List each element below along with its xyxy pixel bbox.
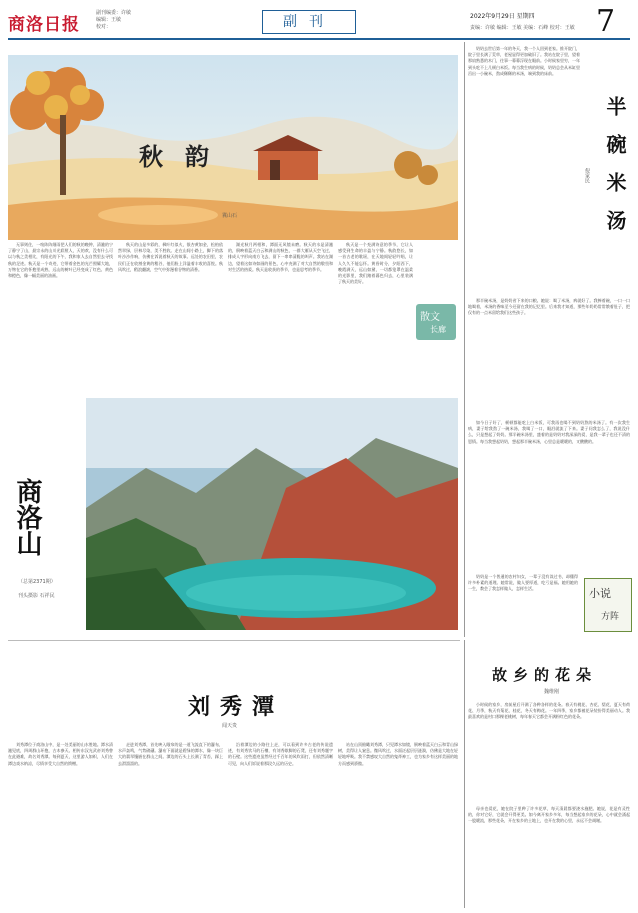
banwan-paragraph: 如今日子好了，顿顿都能吃上白米饭，可我再也喝不到奶奶熬的米汤了。有一次我生病，妻子给我熬了一碗米汤，我喝了一口，眼泪就流了下来。妻子问我怎么了，我说没什么，只是想起了奶奶。那半碗米汤里，盛着的是奶奶对我深深的爱，是我一辈子也还不清的恩情。每当我想起奶奶，想起那半碗米汤，心里总是暖暖的，又酸酸的。 <box>468 420 630 444</box>
header-rule <box>8 38 630 40</box>
section-title: 副刊 <box>262 10 356 34</box>
qiuyun-column-2 <box>118 242 223 392</box>
banwan-column-3 <box>468 420 630 570</box>
liuxiutan-column-4 <box>338 742 458 907</box>
qiuyun-paragraph: 秋天的山是多彩的，枫叶红似火，银杏黄如金，松柏依然翠绿，层林尽染，美不胜收。走在山间小路上，脚下的落叶沙沙作响，仿佛在诉说着秋天的故事。远处的农田里，农民们正在收割金黄的稻谷，他们脸上洋溢着丰收的喜悦。秋风吹过，稻浪翻滚，空气中弥漫着谷物的清香。 <box>118 242 223 272</box>
shangluoshan-credit: 刊头摄影 石祥民 <box>18 593 55 599</box>
masthead-info-line: 副刊编委：许敏 <box>96 10 132 16</box>
banwan-paragraph: 奶奶是一个普通的农村妇女，一辈子没有读过书，却懂得许多朴素的道理。她常说，做人要厚道，吃亏是福。她用她的一生，教会了我怎样做人，怎样生活。 <box>468 574 578 592</box>
shangluoshan-series: （总第2371期） <box>18 579 56 585</box>
shangluo-mountain-photo <box>86 398 458 630</box>
newspaper-logo: 商洛日报 <box>8 15 80 35</box>
liuxiutan-author: 闻天贵 <box>222 723 238 729</box>
masthead-info <box>96 10 176 31</box>
masthead-info-line: 编辑：王敏 <box>96 17 122 23</box>
qiuyun-author: 冀山石 <box>222 213 238 219</box>
banwan-column-4 <box>468 574 578 634</box>
liuxiutan-paragraph: 沿着潭边的小路往上走，可以看到许多古老的传说遗迹，有刘秀饮马的石槽，有刘秀歇脚的石凳，还有刘秀题字的石壁。这些遗迹虽然经过千百年的风吹雨打，但依然清晰可见，向人们诉说着那段久远的历史。 <box>228 742 333 766</box>
banwan-column-1 <box>468 46 580 296</box>
liuxiutan-paragraph: 站在山顶俯瞰刘秀潭，只见潭水如镜，倒映着蓝天白云和青山绿树，美得让人窒息。微风吹过，水面泛起层层涟漪，仿佛是大地在轻轻地呼吸。我不禁感叹大自然的鬼斧神工，也为家乡有这样美丽的地方而感到骄傲。 <box>338 742 458 766</box>
guxiang-paragraph: 小时候的家乡，房前屋后开满了各种各样的花朵。春天有桃花、杏花、梨花，夏天有荷花、月季，秋天有菊花、桂花，冬天有梅花。一年四季，家乡都被花朵装扮得美丽动人。我最喜欢的是村口那棵老桃树，每年春天它都会开满粉红色的花朵。 <box>468 702 630 720</box>
qiuyun-paragraph: 无事则住，一喧阵阵细雨把人们的秋的晚钟，清澈的宁了静宁了山，最宗永的山川光彩照人，天的欢，没有什么可以与秋之美相比，有阳光的下午，我和家人去自然里去寻找秋的足迹。秋天是一个奇迹，它带着金色的光芒照耀大地，万物在它的怀抱里成熟，远山的树叶已经变成了红色、黄色和橙色，像一幅美丽的油画。 <box>8 242 113 279</box>
banwan-paragraph: 那半碗米汤，是奶奶省下来的口粮。她说：喝了米汤，病就好了。我捧着碗，一口一口地喝着，米汤的香味至今还留在我的记忆里。后来我才知道，那些年奶奶常常饿着肚子，把仅有的一点米留给我们这些孩子。 <box>468 298 630 316</box>
prose-corridor-stamp <box>416 304 456 340</box>
mountain-lake-image <box>86 398 458 630</box>
guxiang-title: 故乡的花朵 <box>492 666 598 684</box>
issue-date: 2022年9月29日 星期四 <box>470 13 535 20</box>
liuxiutan-column-3 <box>228 742 333 907</box>
qiuyun-paragraph: 秋天是一个充满诗意的季节，它让人感受到生命的丰盈与宁静。秋韵悠长，如一首古老的歌谣，在天地间轻轻吟唱，让人久久不能忘怀。黄昏时分，夕阳西下，晚霞满天，远山如黛，一切都笼罩在温柔的光影里，我们踏着暮色归去，心里装满了秋天的美好。 <box>338 242 413 285</box>
liuxiutan-title: 刘秀潭 <box>188 694 285 720</box>
qiuyun-column-3 <box>228 242 333 392</box>
liuxiutan-paragraph: 走进刘秀潭，首先映入眼帘的是一道飞流直下的瀑布，水声轰鸣，气势磅礴。瀑布下面就是碧绿的潭水，像一块巨大的翡翠镶嵌在群山之间。潭边的石头上长满了青苔，踩上去滑溜溜的。 <box>118 742 223 766</box>
stamp-line-2: 长廊 <box>430 325 446 334</box>
section-rule <box>8 640 460 641</box>
banwan-paragraph: 奶奶去世后第一年的冬天，我一个人回到老家。推开院门，院子里长满了荒草，老屋显得更加破旧了。我站在院子里，望着那扇熟悉的木门，往事一幕幕浮现在眼前。小时候家里穷，一年到头吃不上几顿白米饭。每当我生病的时候，奶奶总会从米缸里舀出一小碗米，熬成稀稀的米汤，端到我的床前。 <box>468 46 580 76</box>
stamp-line-1: 散文 <box>420 312 440 323</box>
qiuyun-column-4 <box>338 242 413 392</box>
qiuyun-title: 秋韵 <box>139 142 231 171</box>
guxiang-author: 魏维刚 <box>544 689 560 695</box>
masthead-info-line: 校对： <box>96 24 112 30</box>
qiuyun-paragraph: 湖光秋月两相和，潭面无风镜未磨。秋天的水是清澈的，倒映着蓝天白云和满山的秋色，一群大雁从天空飞过，排成人字形向南方飞去，留下一串串清脆的叫声。我站在湖边，望着这如诗如画的景色，心中充满了对大自然的敬畏和对生活的热爱。秋天是收获的季节，也是思考的季节。 <box>228 242 333 272</box>
shangluoshan-title: 商洛山 <box>12 478 42 556</box>
liuxiutan-column-1 <box>8 742 113 907</box>
column-divider <box>464 640 465 908</box>
guxiang-column-1 <box>468 702 630 802</box>
column-divider <box>464 42 465 637</box>
stamp-line-2: 方阵 <box>601 612 620 622</box>
banwan-author: 倪家民 <box>584 168 590 183</box>
liuxiutan-paragraph: 刘秀潭位于商洛山中，是一处美丽的山水胜地。潭水清澈见底，四周群山环抱，古木参天。相传东汉光武帝刘秀曾在此避难，故名刘秀潭。每到夏天，这里游人如织，人们在潭边戏水纳凉，尽情享受大自然的馈赠。 <box>8 742 113 766</box>
editor-credits: 责编：许敏 编辑：王敏 美编：石峰 校对：王敏 <box>470 25 575 31</box>
fiction-square-stamp <box>584 578 632 632</box>
stamp-line-1: 小说 <box>589 587 611 600</box>
banwan-column-2 <box>468 298 630 418</box>
qiuyun-column-1 <box>8 242 113 392</box>
guxiang-column-2 <box>468 806 630 906</box>
banwan-title: 半碗米汤 <box>603 96 627 248</box>
page-number: 7 <box>596 4 616 39</box>
guxiang-paragraph: 母亲也爱花，她在院子里种了许多花草，每天清晨都要浇水施肥。她说，花是有灵性的，你对它好，它就会开得更美。如今离开家乡多年，每当想起家乡的花朵，心中就会涌起一股暖流，那些花朵，开在家乡的土地上，也开在我的心里，永远不会凋谢。 <box>468 806 630 824</box>
liuxiutan-column-2 <box>118 742 223 907</box>
